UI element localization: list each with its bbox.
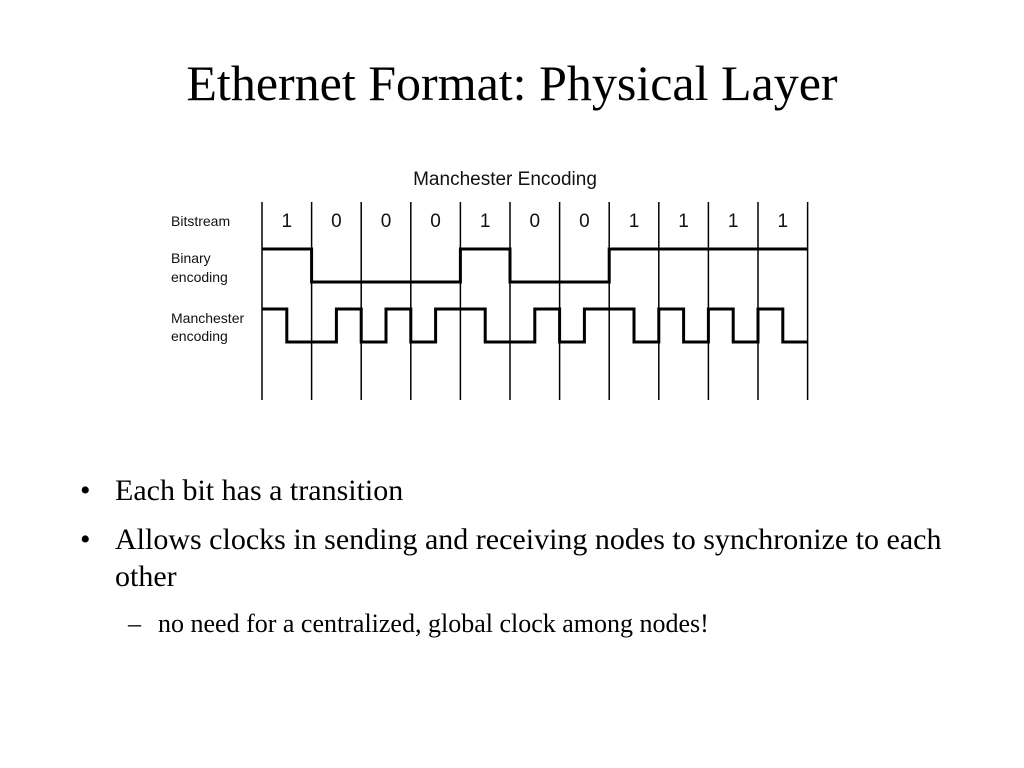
bit-value: 1 [479,211,491,232]
bullet-text: Each bit has a transition [115,474,404,507]
bit-value: 1 [281,211,293,232]
bit-value: 1 [628,211,640,232]
manchester-encoding-waveform [262,309,808,342]
bit-values [282,211,789,232]
slide-title: Ethernet Format: Physical Layer [186,55,838,111]
bullet-text: Allows clocks in sending and receiving nodes to synchronize to each other [115,523,942,593]
manchester-label-line2: encoding [171,328,228,344]
binary-label-line1: Binary [171,250,211,266]
manchester-label-line1: Manchester [171,310,245,326]
diagram-canvas [160,160,820,410]
bit-value: 0 [380,211,392,232]
bullet-list [70,472,970,641]
bullet-item [70,472,970,509]
diagram-title: Manchester Encoding [413,169,597,190]
bit-value: 1 [777,211,789,232]
bit-value: 0 [430,211,441,232]
bit-value: 0 [331,211,342,232]
bullet-item [70,521,970,595]
bit-value: 0 [529,211,541,232]
sub-bullet-item [70,607,970,641]
manchester-encoding-diagram [160,160,820,410]
bullet-marker: • [80,474,91,507]
bit-value: 0 [579,211,590,232]
bullet-marker: • [80,523,91,556]
sub-bullet-marker: – [128,609,141,638]
sub-bullet-text: no need for a centralized, global clock among nodes! [158,609,709,638]
bit-value: 1 [678,211,689,232]
binary-label-line2: encoding [171,269,228,285]
binary-encoding-waveform [262,249,808,282]
bitstream-label: Bitstream [171,213,231,229]
bit-value: 1 [727,211,739,232]
